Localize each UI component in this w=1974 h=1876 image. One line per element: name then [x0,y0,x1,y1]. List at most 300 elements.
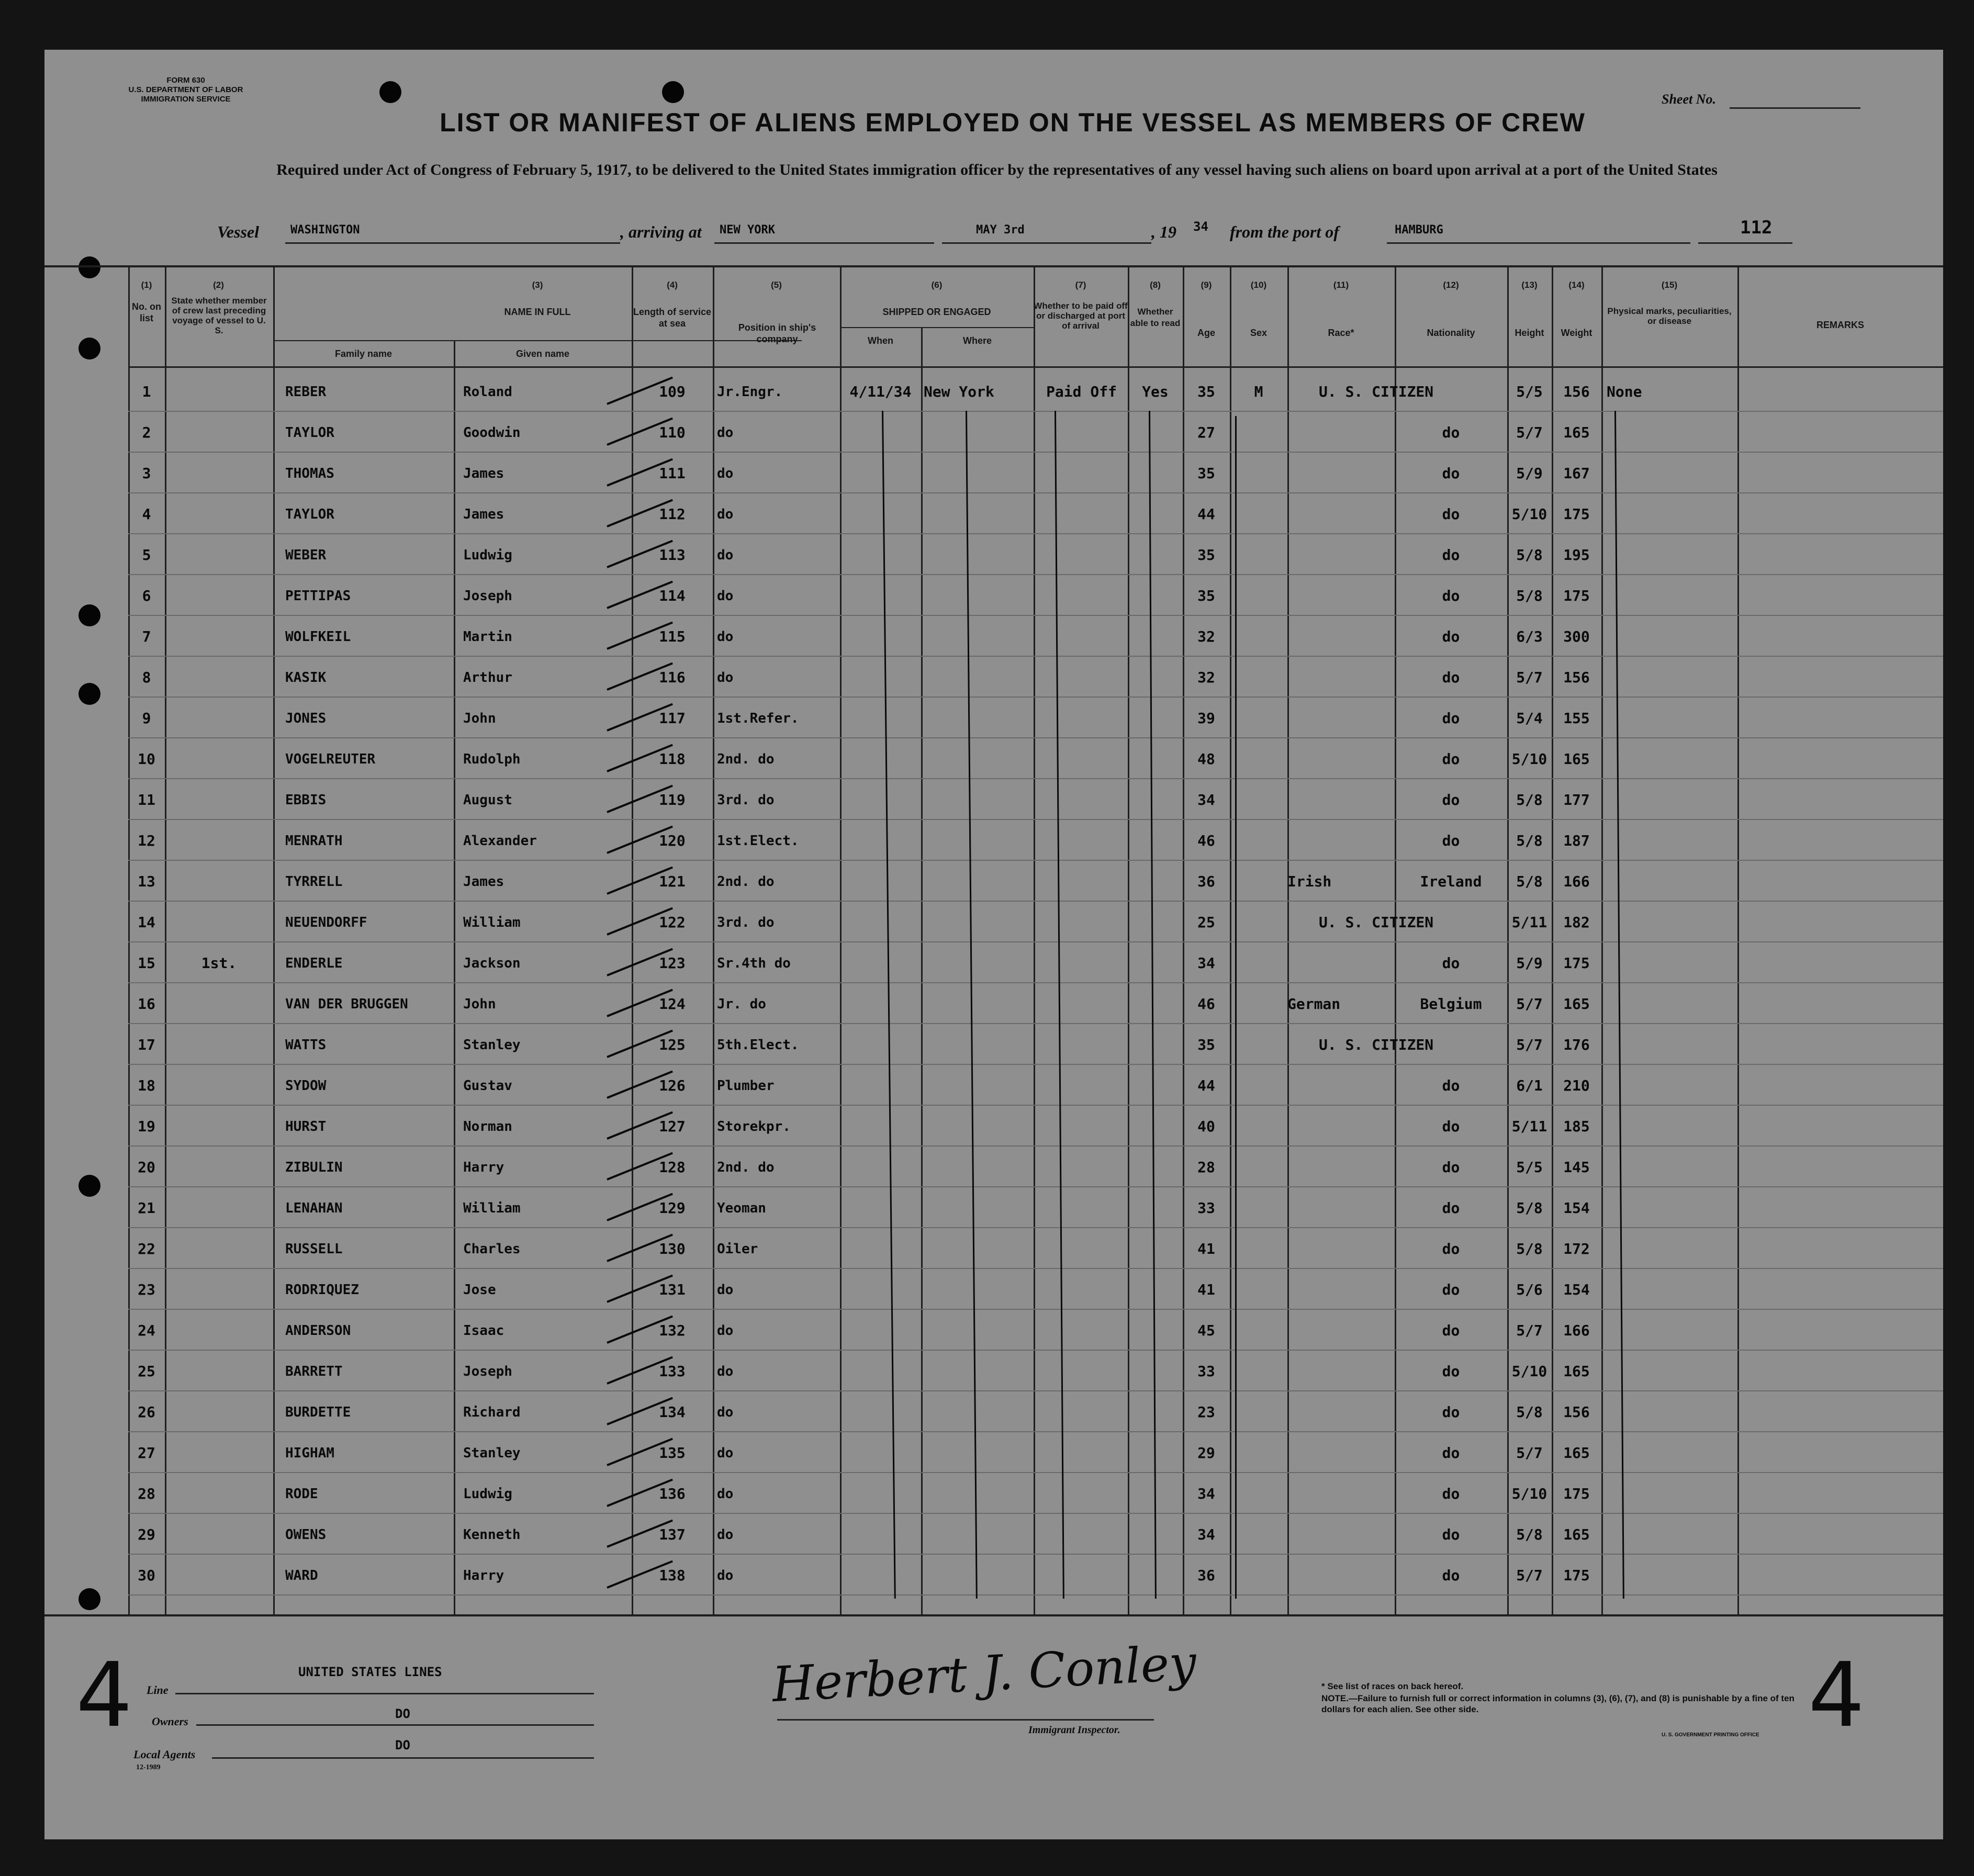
cell-height: 5/5 [1516,1159,1543,1176]
cell-position: do [717,629,734,645]
table-row [128,982,1943,983]
cell-weight: 185 [1563,1118,1590,1135]
cell-no: 11 [138,791,155,808]
table-row [128,819,1943,820]
col-head-weight: Weight [1561,328,1592,338]
table-row [128,1105,1943,1106]
cell-age: 29 [1197,1444,1215,1462]
cell-family: RODRIQUEZ [285,1282,359,1298]
col-head-race: Race* [1328,328,1354,338]
cell-weight: 165 [1563,424,1590,441]
cell-age: 34 [1197,954,1215,972]
table-row [128,737,1943,738]
cell-no: 26 [138,1403,155,1421]
cell-position: 1st.Refer. [717,711,799,726]
cell-no: 24 [138,1322,155,1339]
table-row [128,411,1943,412]
cell-no: 23 [138,1281,155,1298]
cell-family: KASIK [285,670,327,686]
column-divider [454,340,455,1614]
pencil-stroke [882,411,896,1599]
cell-family: RODE [285,1486,318,1502]
col-head-height: Height [1515,328,1544,338]
col-num-5: (5) [771,280,782,290]
cell-given: Isaac [463,1323,504,1339]
cell-height: 5/5 [1516,383,1543,400]
cell-age: 40 [1197,1118,1215,1135]
cell-given: James [463,466,504,481]
cell-no: 19 [138,1118,155,1135]
cell-family: JONES [285,711,327,726]
cell-weight: 165 [1563,750,1590,768]
punch-hole [78,256,100,278]
col-num-3: (3) [532,280,543,290]
cell-service: 112 [659,505,686,523]
cell-nat: do [1442,1526,1460,1543]
cell-service: 138 [659,1567,686,1584]
pencil-stroke [1149,411,1157,1599]
cell-position: 1st.Elect. [717,833,799,849]
cell-height: 5/6 [1516,1281,1543,1298]
cell-nat: do [1442,1403,1460,1421]
cell-no: 8 [142,669,151,686]
col-num-12: (12) [1443,280,1459,290]
cell-height: 5/8 [1516,546,1543,564]
col-head-position: Position in ship's company [738,322,816,344]
cell-given: August [463,792,512,808]
cell-service: 128 [659,1159,686,1176]
cell-given: Roland [463,384,512,400]
cell-race: U. S. CITIZEN [1319,383,1434,400]
table-row [128,615,1943,616]
table-row [128,1227,1943,1228]
cell-nat: do [1442,1281,1460,1298]
cell-no: 6 [142,587,151,604]
cell-age: 41 [1197,1240,1215,1257]
cell-family: EBBIS [285,792,327,808]
cell-weight: 210 [1563,1077,1590,1094]
table-row [128,778,1943,779]
cell-read: Yes [1142,383,1169,400]
cell-given: John [463,711,496,726]
cell-weight: 165 [1563,1526,1590,1543]
cell-service: 124 [659,995,686,1013]
col-num-6: (6) [931,280,943,290]
cell-given: Stanley [463,1037,521,1053]
cell-service: 118 [659,750,686,768]
cell-family: TYRRELL [285,874,343,890]
races-note: * See list of races on back hereof. [1321,1681,1464,1691]
col-head-name: NAME IN FULL [504,307,571,317]
cell-age: 32 [1197,669,1215,686]
cell-no: 27 [138,1444,155,1462]
table-row [128,1064,1943,1065]
cell-no: 15 [138,954,155,972]
cell-nat: do [1442,1077,1460,1094]
cell-no: 16 [138,995,155,1013]
cell-position: 2nd. do [717,1160,775,1175]
cell-service: 131 [659,1281,686,1298]
cell-weight: 165 [1563,1363,1590,1380]
table-row [128,1268,1943,1269]
col-num-1: (1) [141,280,152,290]
col-head-age: Age [1197,328,1215,338]
table-row [128,860,1943,861]
inspector-signature: Herbert J. Conley [770,1634,1198,1713]
table-row [128,1513,1943,1514]
cell-age: 35 [1197,587,1215,604]
table-row [128,492,1943,493]
cell-no: 17 [138,1036,155,1053]
cell-no: 7 [142,628,151,645]
cell-family: WARD [285,1568,318,1583]
cell-given: James [463,507,504,522]
cell-age: 35 [1197,546,1215,564]
cell-height: 5/11 [1511,914,1547,931]
table-row [128,1023,1943,1024]
cell-age: 28 [1197,1159,1215,1176]
col-head-shipped: SHIPPED OR ENGAGED [882,307,991,317]
pencil-stroke [1055,411,1064,1599]
cell-height: 5/9 [1516,465,1543,482]
cell-position: Yeoman [717,1200,766,1216]
cell-height: 5/8 [1516,587,1543,604]
col-head-where: Where [962,335,992,346]
cell-no: 5 [142,546,151,564]
cell-family: BURDETTE [285,1405,351,1420]
cell-family: PETTIPAS [285,588,351,604]
cell-no: 12 [138,832,155,849]
cell-height: 5/9 [1516,954,1543,972]
cell-given: William [463,1200,521,1216]
cell-family: OWENS [285,1527,327,1543]
pencil-stroke [1614,411,1624,1599]
cell-given: Stanley [463,1445,521,1461]
from-port-label: from the port of [1230,222,1339,241]
cell-nat: do [1442,465,1460,482]
cell-nat: do [1442,1485,1460,1502]
cell-marks: None [1607,383,1642,400]
cell-no: 10 [138,750,155,768]
from-port-line [1387,242,1690,244]
cell-height: 6/1 [1516,1077,1543,1094]
shipped-subheader-line [840,327,1034,328]
arrival-year: 34 [1193,219,1208,234]
cell-no: 30 [138,1567,155,1584]
cell-service: 111 [659,465,686,482]
cell-weight: 154 [1563,1281,1590,1298]
cell-age: 48 [1197,750,1215,768]
table-row [128,901,1943,902]
cell-height: 5/11 [1511,1118,1547,1135]
cell-age: 36 [1197,873,1215,890]
cell-weight: 175 [1563,1485,1590,1502]
cell-service: 114 [659,587,686,604]
cell-race: Irish [1287,873,1332,890]
penalty-note: NOTE.—Failure to furnish full or correct information in columns (3), (6), (7), and (8) is punishable by a fine of ten dollars for each alien. See other side. [1321,1693,1794,1714]
cell-given: Kenneth [463,1527,521,1543]
sheet-number-label: Sheet No. [1662,92,1716,107]
cell-nat: do [1442,791,1460,808]
cell-given: Goodwin [463,425,521,441]
cell-age: 32 [1197,628,1215,645]
cell-family: HURST [285,1119,327,1134]
punch-hole [662,81,684,103]
cell-service: 109 [659,383,686,400]
cell-nat: do [1442,1240,1460,1257]
cell-height: 5/7 [1516,1036,1543,1053]
cell-nat: do [1442,628,1460,645]
header-bottom-border [128,366,1943,368]
cell-nat: do [1442,1322,1460,1339]
agents-value: DO [395,1738,410,1753]
agents-label: Local Agents [133,1748,196,1761]
table-row [128,1472,1943,1473]
cell-age: 44 [1197,1077,1215,1094]
cell-height: 5/7 [1516,1444,1543,1462]
cell-family: WOLFKEIL [285,629,351,645]
port-line [714,242,934,244]
year-prefix: , 19 [1151,222,1176,241]
col-head-read: Whether able to read [1130,307,1181,328]
table-top-border [44,265,1943,267]
cell-height: 5/8 [1516,1526,1543,1543]
column-divider [1034,265,1035,1614]
cell-given: Arthur [463,670,512,686]
cell-service: 134 [659,1403,686,1421]
vessel-label: Vessel [217,222,259,241]
col-num-4: (4) [667,280,678,290]
line-label: Line [147,1683,169,1697]
cell-family: TAYLOR [285,425,334,441]
owners-label: Owners [152,1715,188,1728]
cell-nat: do [1442,1159,1460,1176]
cell-height: 5/7 [1516,669,1543,686]
cell-given: Rudolph [463,751,521,767]
cell-height: 5/7 [1516,1322,1543,1339]
cell-no: 1 [142,383,151,400]
cell-given: Jose [463,1282,496,1298]
cell-nat: do [1442,505,1460,523]
cell-service: 113 [659,546,686,564]
pencil-stroke [966,411,978,1599]
cell-age: 45 [1197,1322,1215,1339]
cell-weight: 300 [1563,628,1590,645]
department-stamp: FORM 630 U.S. DEPARTMENT OF LABOR IMMIGRATION SERVICE [128,76,243,104]
cell-given: Jackson [463,956,521,971]
hand-mark-left: 4 [76,1644,133,1747]
column-divider [1737,265,1739,1614]
cell-height: 5/8 [1516,1403,1543,1421]
cell-nat: do [1442,587,1460,604]
column-divider [1601,265,1603,1614]
cell-position: do [717,1527,734,1543]
cell-age: 35 [1197,383,1215,400]
cell-position: do [717,1323,734,1339]
table-row [128,697,1943,698]
cell-position: do [717,1364,734,1379]
cell-age: 34 [1197,1485,1215,1502]
cell-nat: do [1442,546,1460,564]
cell-age: 36 [1197,1567,1215,1584]
cell-no: 3 [142,465,151,482]
cell-given: John [463,996,496,1012]
cell-family: SYDOW [285,1078,327,1094]
date-line [942,242,1151,244]
cell-weight: 187 [1563,832,1590,849]
cell-no: 21 [138,1199,155,1217]
hand-mark-right: 4 [1808,1644,1865,1747]
cell-position: do [717,547,734,563]
cell-family: ENDERLE [285,956,343,971]
cell-position: do [717,588,734,604]
cell-height: 5/4 [1516,710,1543,727]
cell-where: New York [924,383,994,400]
cell-position: Oiler [717,1241,758,1257]
cell-service: 129 [659,1199,686,1217]
cell-service: 126 [659,1077,686,1094]
cell-no: 18 [138,1077,155,1094]
cell-no: 28 [138,1485,155,1502]
line-value: UNITED STATES LINES [298,1665,442,1679]
cell-given: Ludwig [463,1486,512,1502]
cell-service: 122 [659,914,686,931]
col-num-11: (11) [1333,280,1349,290]
col-num-9: (9) [1201,280,1212,290]
cell-nat: do [1442,954,1460,972]
col-num-13: (13) [1521,280,1538,290]
col-head-family-name: Family name [334,349,392,359]
table-row [128,941,1943,942]
cell-age: 35 [1197,465,1215,482]
cell-no: 13 [138,873,155,890]
cell-height: 5/7 [1516,1567,1543,1584]
cell-age: 44 [1197,505,1215,523]
punch-hole [379,81,401,103]
column-divider [1287,265,1289,1614]
cell-given: Richard [463,1405,521,1420]
cell-family: NEUENDORFF [285,915,367,930]
cell-service: 117 [659,710,686,727]
cell-nat: do [1442,1567,1460,1584]
cell-weight: 165 [1563,1444,1590,1462]
cell-family: LENAHAN [285,1200,343,1216]
cell-no: 25 [138,1363,155,1380]
punch-hole [78,1175,100,1197]
cell-age: 25 [1197,914,1215,931]
cell-position: do [717,1568,734,1583]
table-row [128,1431,1943,1432]
cell-given: Harry [463,1568,504,1583]
cell-weight: 175 [1563,505,1590,523]
cell-position: Sr.4th do [717,956,791,971]
col-num-10: (10) [1250,280,1267,290]
cell-family: THOMAS [285,466,334,481]
cell-age: 41 [1197,1281,1215,1298]
cell-height: 5/7 [1516,424,1543,441]
departure-port: HAMBURG [1395,223,1443,237]
col-head-given-name: Given name [515,349,570,359]
cell-paid: Paid Off [1046,383,1117,400]
cell-race: U. S. CITIZEN [1319,1036,1434,1053]
cell-service: 135 [659,1444,686,1462]
cell-age: 35 [1197,1036,1215,1053]
owners-field [196,1724,594,1726]
col-head-service: Length of service at sea [633,307,712,329]
cell-service: 125 [659,1036,686,1053]
cell-family: REBER [285,384,327,400]
cell-weight: 175 [1563,587,1590,604]
page-number: 112 [1740,217,1773,238]
table-row [128,1390,1943,1391]
cell-position: 5th.Elect. [717,1037,799,1053]
cell-height: 5/8 [1516,1240,1543,1257]
cell-given: Alexander [463,833,537,849]
cell-family: ANDERSON [285,1323,351,1339]
cell-family: BARRETT [285,1364,343,1379]
cell-height: 5/8 [1516,1199,1543,1217]
cell-nat: do [1442,1199,1460,1217]
form-title: LIST OR MANIFEST OF ALIENS EMPLOYED ON THE VESSEL AS MEMBERS OF CREW [440,108,1586,137]
cell-age: 33 [1197,1363,1215,1380]
cell-height: 5/8 [1516,832,1543,849]
line-field [175,1693,594,1694]
col-num-7: (7) [1075,280,1086,290]
agents-code: 12-1989 [136,1763,161,1771]
cell-weight: 176 [1563,1036,1590,1053]
table-row [128,1594,1943,1596]
cell-given: James [463,874,504,890]
cell-given: Norman [463,1119,512,1134]
table-bottom-border [44,1614,1943,1616]
col-head-nationality: Nationality [1427,328,1475,338]
cell-position: do [717,466,734,481]
signature-line [777,1719,1154,1721]
cell-weight: 154 [1563,1199,1590,1217]
col-head-paid-off: Whether to be paid off or discharged at port of arrival [1034,301,1128,331]
owners-value: DO [395,1706,410,1721]
cell-given: Ludwig [463,547,512,563]
punch-hole [78,1588,100,1610]
cell-height: 6/3 [1516,628,1543,645]
cell-age: 46 [1197,832,1215,849]
cell-age: 23 [1197,1403,1215,1421]
cell-age: 46 [1197,995,1215,1013]
cell-service: 121 [659,873,686,890]
cell-height: 5/10 [1511,1485,1547,1502]
cell-age: 39 [1197,710,1215,727]
cell-nat: do [1442,1444,1460,1462]
col-num-14: (14) [1568,280,1585,290]
col-head-no: No. on list [132,301,161,323]
cell-nat: Belgium [1420,995,1482,1013]
table-row [128,452,1943,453]
cell-nat: do [1442,750,1460,768]
table-row [128,1350,1943,1351]
cell-weight: 165 [1563,995,1590,1013]
col-num-2: (2) [213,280,224,290]
cell-height: 5/8 [1516,873,1543,890]
cell-weight: 166 [1563,873,1590,890]
cell-nat: do [1442,669,1460,686]
cell-nat: do [1442,1118,1460,1135]
cell-position: 3rd. do [717,792,775,808]
cell-service: 116 [659,669,686,686]
cell-service: 137 [659,1526,686,1543]
cell-family: WEBER [285,547,327,563]
column-divider [840,265,842,1614]
cell-family: VAN DER BRUGGEN [285,996,408,1012]
